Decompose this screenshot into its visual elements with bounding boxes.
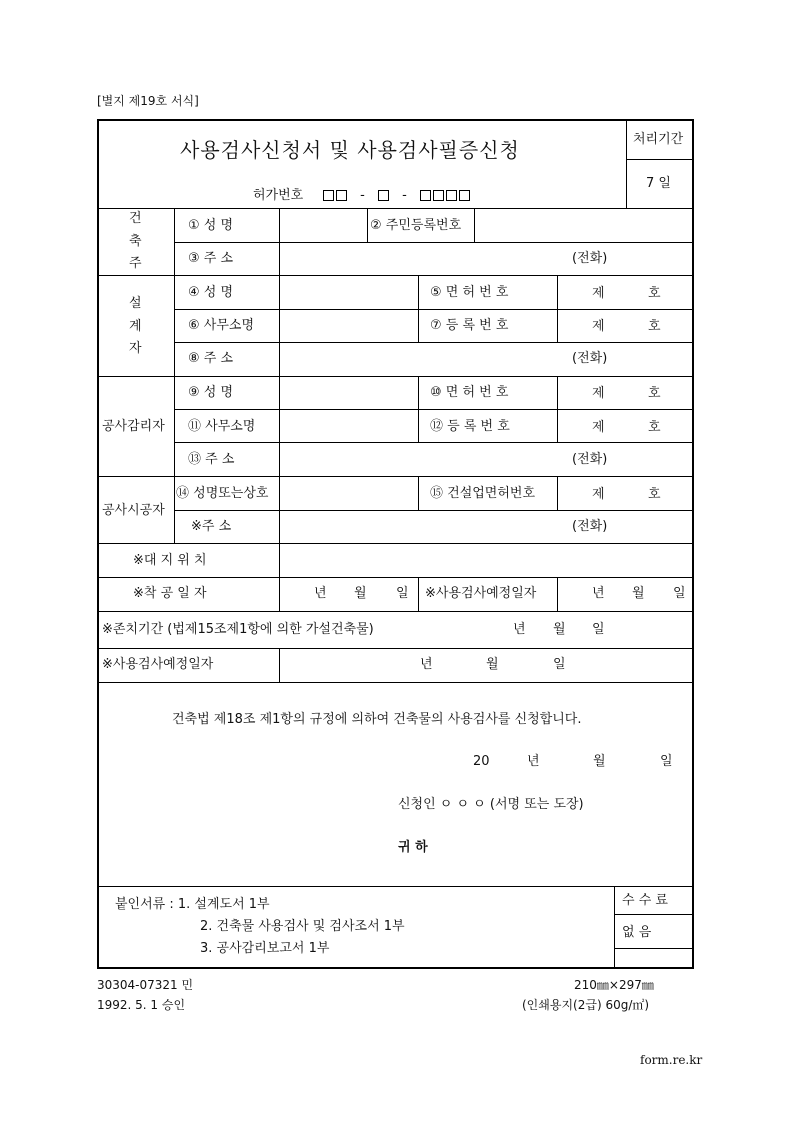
paper-spec: (인쇄용지(2급) 60g/㎡) bbox=[522, 998, 650, 1012]
owner-label-1: 건 bbox=[129, 211, 142, 226]
processing-label: 처리기간 bbox=[633, 132, 684, 147]
designer-address-label: ⑧ 주 소 bbox=[188, 351, 234, 366]
planned-inspection-label-2: ※사용검사예정일자 bbox=[102, 657, 214, 672]
start-date-label: ※착 공 일 자 bbox=[133, 586, 207, 601]
form-title: 사용검사신청서 및 사용검사필증신청 bbox=[180, 138, 520, 162]
supervisor-name-label: ⑨ 성 명 bbox=[188, 385, 234, 400]
owner-label-3: 주 bbox=[129, 256, 142, 271]
approval-date: 1992. 5. 1 승인 bbox=[97, 998, 186, 1012]
designer-registration-label: ⑦ 등 록 번 호 bbox=[430, 318, 509, 333]
attachment-1: 붙인서류 : 1. 설계도서 1부 bbox=[115, 897, 270, 912]
owner-id-label: ② 주민등록번호 bbox=[370, 218, 462, 233]
contractor-name-label: ⑭ 성명또는상호 bbox=[176, 486, 269, 501]
permit-label: 허가번호 bbox=[253, 188, 304, 203]
date-year-prefix: 20 bbox=[473, 754, 490, 769]
attachment-3: 3. 공사감리보고서 1부 bbox=[200, 941, 330, 956]
planned-inspection-label-1: ※사용검사예정일자 bbox=[425, 586, 537, 601]
fee-label: 수 수 료 bbox=[622, 893, 668, 908]
designer-label-1: 설 bbox=[129, 296, 142, 311]
designer-label-2: 계 bbox=[129, 319, 142, 334]
designer-license-label: ⑤ 면 허 번 호 bbox=[430, 285, 509, 300]
form-frame bbox=[97, 119, 694, 969]
paper-size: 210㎜×297㎜ bbox=[574, 978, 654, 992]
form-code: 30304-07321 민 bbox=[97, 978, 194, 992]
designer-label-3: 자 bbox=[129, 341, 142, 356]
supervisor-label: 공사감리자 bbox=[102, 419, 165, 434]
designer-name-label: ④ 성 명 bbox=[188, 285, 234, 300]
permit-number-boxes[interactable]: - - bbox=[322, 189, 471, 202]
owner-name-label: ① 성 명 bbox=[188, 218, 234, 233]
fee-value: 없 음 bbox=[622, 925, 652, 940]
site-watermark: form.re.kr bbox=[640, 1053, 703, 1067]
declaration-text: 건축법 제18조 제1항의 규정에 의하여 건축물의 사용검사를 신청합니다. bbox=[172, 712, 582, 727]
contractor-address-label: ※주 소 bbox=[191, 519, 232, 534]
supervisor-license-label: ⑩ 면 허 번 호 bbox=[430, 385, 509, 400]
retention-period-label: ※존치기간 (법제15조제1항에 의한 가설건축물) bbox=[102, 622, 374, 637]
owner-address-label: ③ 주 소 bbox=[188, 251, 234, 266]
supervisor-office-label: ⑪ 사무소명 bbox=[188, 419, 256, 434]
contractor-label: 공사시공자 bbox=[102, 503, 165, 518]
contractor-license-label: ⑮ 건설업면허번호 bbox=[430, 486, 536, 501]
site-location-label: ※대 지 위 치 bbox=[133, 553, 207, 568]
designer-office-label: ⑥ 사무소명 bbox=[188, 318, 255, 333]
applicant-line: 신청인 ㅇ ㅇ ㅇ (서명 또는 도장) bbox=[398, 797, 584, 812]
processing-value: 7 일 bbox=[646, 176, 671, 191]
supervisor-address-label: ⑬ 주 소 bbox=[188, 452, 235, 467]
attachment-2: 2. 건축물 사용검사 및 검사조서 1부 bbox=[200, 919, 405, 934]
owner-phone-label: (전화) bbox=[572, 251, 608, 266]
owner-label-2: 축 bbox=[129, 234, 142, 249]
form-reference: [별지 제19호 서식] bbox=[97, 94, 199, 108]
addressee: 귀 하 bbox=[398, 840, 428, 855]
supervisor-registration-label: ⑫ 등 록 번 호 bbox=[430, 419, 510, 434]
